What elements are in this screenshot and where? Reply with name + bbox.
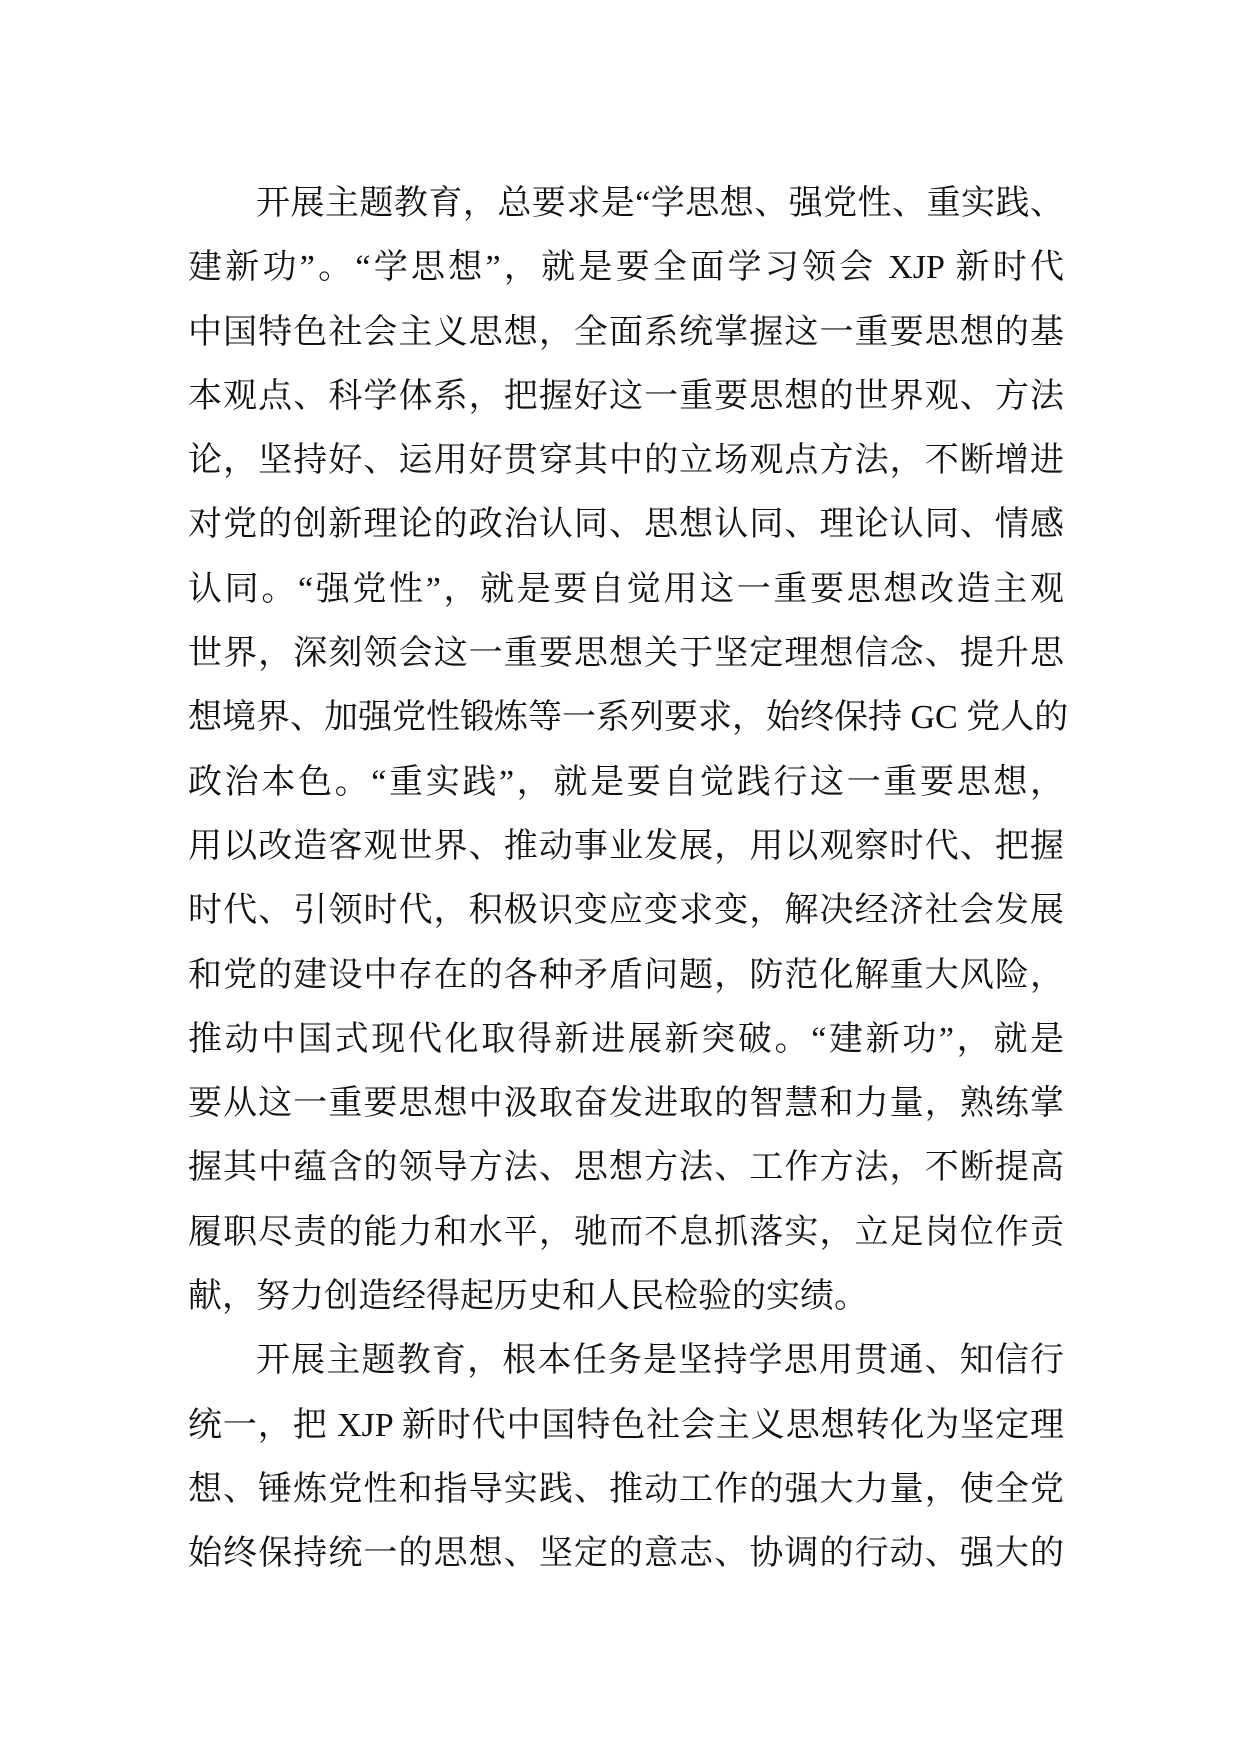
text-line: 对党的创新理论的政治认同、思想认同、理论认同、情感	[188, 506, 1064, 544]
paragraph-general-requirements	[188, 172, 1069, 1329]
text-line: 开展主题教育，根本任务是坚持学思用贯通、知信行	[256, 1342, 1064, 1380]
text-line: 始终保持统一的思想、坚定的意志、协调的行动、强大的	[188, 1535, 1064, 1573]
text-line: 世界，深刻领会这一重要思想关于坚定理想信念、提升思	[188, 635, 1064, 673]
text-line: 用以改造客观世界、推动事业发展，用以观察时代、把握	[188, 827, 1064, 865]
text-line: 本观点、科学体系，把握好这一重要思想的世界观、方法	[188, 377, 1064, 415]
text-line: 要从这一重要思想中汲取奋发进取的智慧和力量，熟练掌	[188, 1085, 1064, 1123]
document-body	[188, 172, 1069, 1587]
text-line: 想、锤炼党性和指导实践、推动工作的强大力量，使全党	[188, 1470, 1064, 1508]
text-line: 建新功”。“学思想”，就是要全面学习领会 XJP 新时代	[188, 249, 1064, 287]
text-line: 想境界、加强党性锻炼等一系列要求，始终保持 GC 党人的	[188, 699, 1069, 737]
paragraph-fundamental-task	[188, 1329, 1064, 1586]
text-line: 履职尽责的能力和水平，驰而不息抓落实，立足岗位作贡	[188, 1213, 1064, 1251]
text-line: 推动中国式现代化取得新进展新突破。“建新功”，就是	[188, 1020, 1064, 1058]
text-line: 论，坚持好、运用好贯穿其中的立场观点方法，不断增进	[188, 442, 1064, 480]
text-line: 开展主题教育，总要求是“学思想、强党性、重实践、	[256, 185, 1064, 222]
text-line: 和党的建设中存在的各种矛盾问题，防范化解重大风险，	[188, 956, 1064, 994]
text-line: 认同。“强党性”，就是要自觉用这一重要思想改造主观	[188, 570, 1064, 608]
text-line: 献，努力创造经得起历史和人民检验的实绩。	[188, 1278, 868, 1316]
text-line: 中国特色社会主义思想，全面系统掌握这一重要思想的基	[188, 313, 1064, 351]
text-line: 时代、引领时代，积极识变应变求变，解决经济社会发展	[188, 892, 1064, 930]
text-line: 握其中蕴含的领导方法、思想方法、工作方法，不断提高	[188, 1149, 1064, 1187]
text-line: 统一，把 XJP 新时代中国特色社会主义思想转化为坚定理	[188, 1406, 1064, 1444]
text-line: 政治本色。“重实践”，就是要自觉践行这一重要思想，	[188, 763, 1064, 801]
